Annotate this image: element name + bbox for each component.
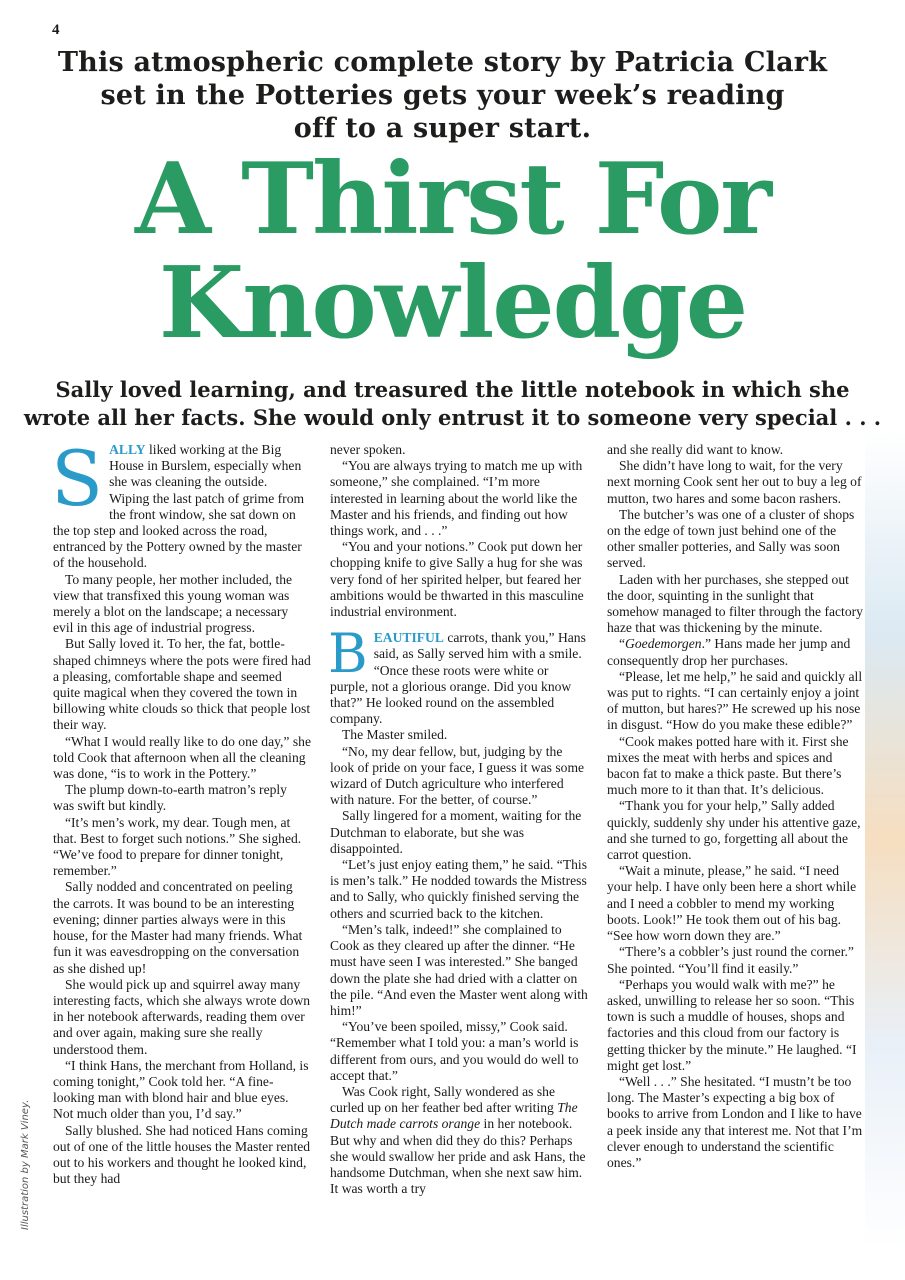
paragraph: “You are always trying to match me up with someone,” she complained. “I’m more interested in learning about the world like the Master and his friends, and finding out how things work, and . . .”: [330, 458, 583, 539]
column-2: [330, 442, 588, 1232]
story-intro: [40, 46, 845, 145]
paragraph: “Thank you for your help,” Sally added quickly, suddenly shy under his attentive gaze, and she turned to go, forgetting all about the carrot question.: [607, 798, 861, 863]
intro-line: This atmospheric complete story by Patricia Clark: [57, 47, 828, 78]
title-line: Knowledge: [158, 246, 747, 361]
paragraph: Wiping the last patch of grime from the front window, she sat down on the top step and looked across the road, entranced by the Pottery owned by the master of the household.: [53, 490, 305, 571]
illustration-credit: Illustration by Mark Viney.: [20, 1099, 31, 1230]
paragraph: Laden with her purchases, she stepped out the door, squinting in the sunlight that somehow managed to filter through the factory haze that was thickening by the minute.: [607, 571, 863, 636]
paragraph: She didn’t have long to wait, for the very next morning Cook sent her out to buy a leg of mutton, two hares and some bacon rashers.: [607, 458, 862, 506]
paragraph: and she really did want to know.: [607, 442, 784, 457]
standfirst: [20, 376, 885, 432]
paragraph: “Men’s talk, indeed!” she complained to Cook as they cleared up after the dinner. “He must have seen I was interested.” She banged down the plate she had dried with a clatter on the pile. “And even the Master went along with him!”: [330, 921, 588, 1018]
paragraph: To many people, her mother included, the view that transfixed this young woman was merely a blot on the landscape; a necessary evil in this age of industrial progress.: [53, 571, 293, 636]
paragraph: Sally lingered for a moment, waiting for the Dutchman to elaborate, but she was disappointed.: [330, 808, 582, 856]
paragraph: The plump down-to-earth matron’s reply was swift but kindly.: [53, 782, 287, 814]
paragraph: “Perhaps you would walk with me?” he asked, unwilling to release her so soon. “This town is such a muddle of houses, shops and factories and this cloud from our factory is getting thicker by the minute.” He laughed. “I might get lost.”: [607, 976, 857, 1073]
dutch-greeting: Goedemorgen: [625, 636, 702, 652]
page-number: 4: [52, 22, 60, 38]
drop-cap: B: [328, 622, 368, 686]
paragraph: The butcher’s was one of a cluster of shops on the edge of town just behind one of the other smaller potteries, and Sally was soon served.: [607, 506, 855, 571]
drop-cap: S: [51, 434, 104, 523]
paragraph-text: in her notebook. But why and when did they do this? Perhaps she would swallow her pride and ask Hans, the handsome Dutchman, when she next saw him. It was worth a try: [330, 1116, 586, 1197]
paragraph: “Goedemorgen.” Hans made her jump and consequently drop her purchases.: [607, 636, 851, 668]
paragraph: “You’ve been spoiled, missy,” Cook said. “Remember what I told you: a man’s world is different from ours, and you would do well to accept that.”: [330, 1019, 579, 1083]
section-break: [330, 620, 588, 630]
story-body: [51, 434, 865, 1232]
lead-word: EAUTIFUL: [373, 630, 444, 646]
intro-line: set in the Potteries gets your week’s reading: [100, 80, 785, 111]
standfirst-line: Sally loved learning, and treasured the little notebook in which she: [55, 377, 850, 402]
paragraph: “What I would really like to do one day,” she told Cook that afternoon when all the cleaning was done, “is to work in the Pottery.”: [53, 733, 311, 782]
section-opening-paragraph: [328, 622, 588, 727]
paragraph: But Sally loved it. To her, the fat, bottle-shaped chimneys where the pots were fired had a pleasing, comfortable shape and seemed quite magical when they covered the town in billowing white clouds so thick that people lost their way.: [53, 636, 311, 733]
paragraph-text: carrots, thank you,” Hans said, as Sally served him with a smile. “Once these roots were white or purple, not a glorious orange. Did you know that?” He looked round on the assembled company.: [330, 630, 586, 727]
paragraph-text: .” Hans made her jump and consequently drop her purchases.: [607, 636, 851, 668]
paragraph: “I think Hans, the merchant from Holland, is coming tonight,” Cook told her. “A fine-looking man with blond hair and blue eyes. Not much older than you, I’d say.”: [53, 1057, 309, 1122]
intro-line: off to a super start.: [293, 113, 592, 144]
opening-paragraph: [51, 434, 311, 523]
column-1: [51, 434, 311, 1232]
paragraph-text: Was Cook right, Sally wondered as she curled up on her feather bed after writing: [330, 1083, 558, 1116]
paragraph: “You and your notions.” Cook put down her chopping knife to give Sally a hug for she was very fond of her spirited helper, but feared her ambitions would be thwarted in this masculine industrial environment.: [330, 539, 584, 620]
paragraph: The Master smiled.: [342, 727, 448, 743]
paragraph: “There’s a cobbler’s just round the corner.” She pointed. “You’ll find it easily.”: [607, 944, 854, 976]
paragraph: “It’s men’s work, my dear. Tough men, at that. Best to forget such notions.” She sighed. “We’ve food to prepare for dinner tonight, remember.”: [53, 814, 302, 879]
paragraph: “Well . . .” She hesitated. “I mustn’t be too long. The Master’s expecting a big box of books to arrive from London and I like to have a peek inside any that interest me. Not that I’m clever enough to understand the scientific ones.”: [607, 1073, 863, 1170]
paragraph: Sally nodded and concentrated on peeling the carrots. It was bound to be an interesting evening; dinner parties always were in this house, for the Master had many friends. What fun it was eavesdropping on the conversation as she dished up!: [53, 879, 303, 976]
paragraph: never spoken.: [330, 442, 406, 457]
paragraph-text: liked working at the Big House in Burslem, especially when she was cleaning the outside.: [109, 442, 302, 490]
story-title: [30, 142, 875, 361]
paragraph: [330, 1084, 588, 1197]
watercolor-illustration-edge: [865, 430, 905, 1250]
paragraph: “Cook makes potted hare with it. First she mixes the meat with herbs and spices and bacon fat to make a thick paste. But there’s much more to it than that. It’s delicious.: [607, 733, 849, 798]
title-line: A Thirst For: [135, 142, 770, 257]
paragraph: “Let’s just enjoy eating them,” he said. “This is men’s talk.” He nodded towards the Mistress and to Sally, who quickly finished serving the others and scurried back to the kitchen.: [330, 857, 587, 921]
paragraph: “Wait a minute, please,” he said. “I need your help. I have only been here a short while and I need a cobbler to mend my working boots. Look!” He took them out of his bag. “See how worn down they are.”: [607, 863, 857, 944]
paragraph: “No, my dear fellow, but, judging by the look of pride on your face, I guess it was some wizard of Dutch agriculture who interfered with nature. For the better, of course.”: [330, 743, 585, 808]
notebook-entry: The Dutch made carrots orange: [330, 1100, 578, 1132]
paragraph: Sally blushed. She had noticed Hans coming out of one of the little houses the Master rented out to his workers and thought he looked kind, but they had: [53, 1122, 311, 1187]
standfirst-line: wrote all her facts. She would only entrust it to someone very special . . .: [23, 405, 882, 430]
column-3: [607, 442, 865, 1232]
paragraph: She would pick up and squirrel away many interesting facts, which she always wrote down in her notebook afterwards, reading them over and over again, making sure she really understood them.: [53, 976, 311, 1057]
paragraph: “Please, let me help,” he said and quickly all was put to rights. “I can certainly enjoy a joint of mutton, but hares?” He screwed up his nose in disgust. “How do you make these edible?”: [607, 668, 863, 733]
lead-word: ALLY: [109, 442, 146, 457]
